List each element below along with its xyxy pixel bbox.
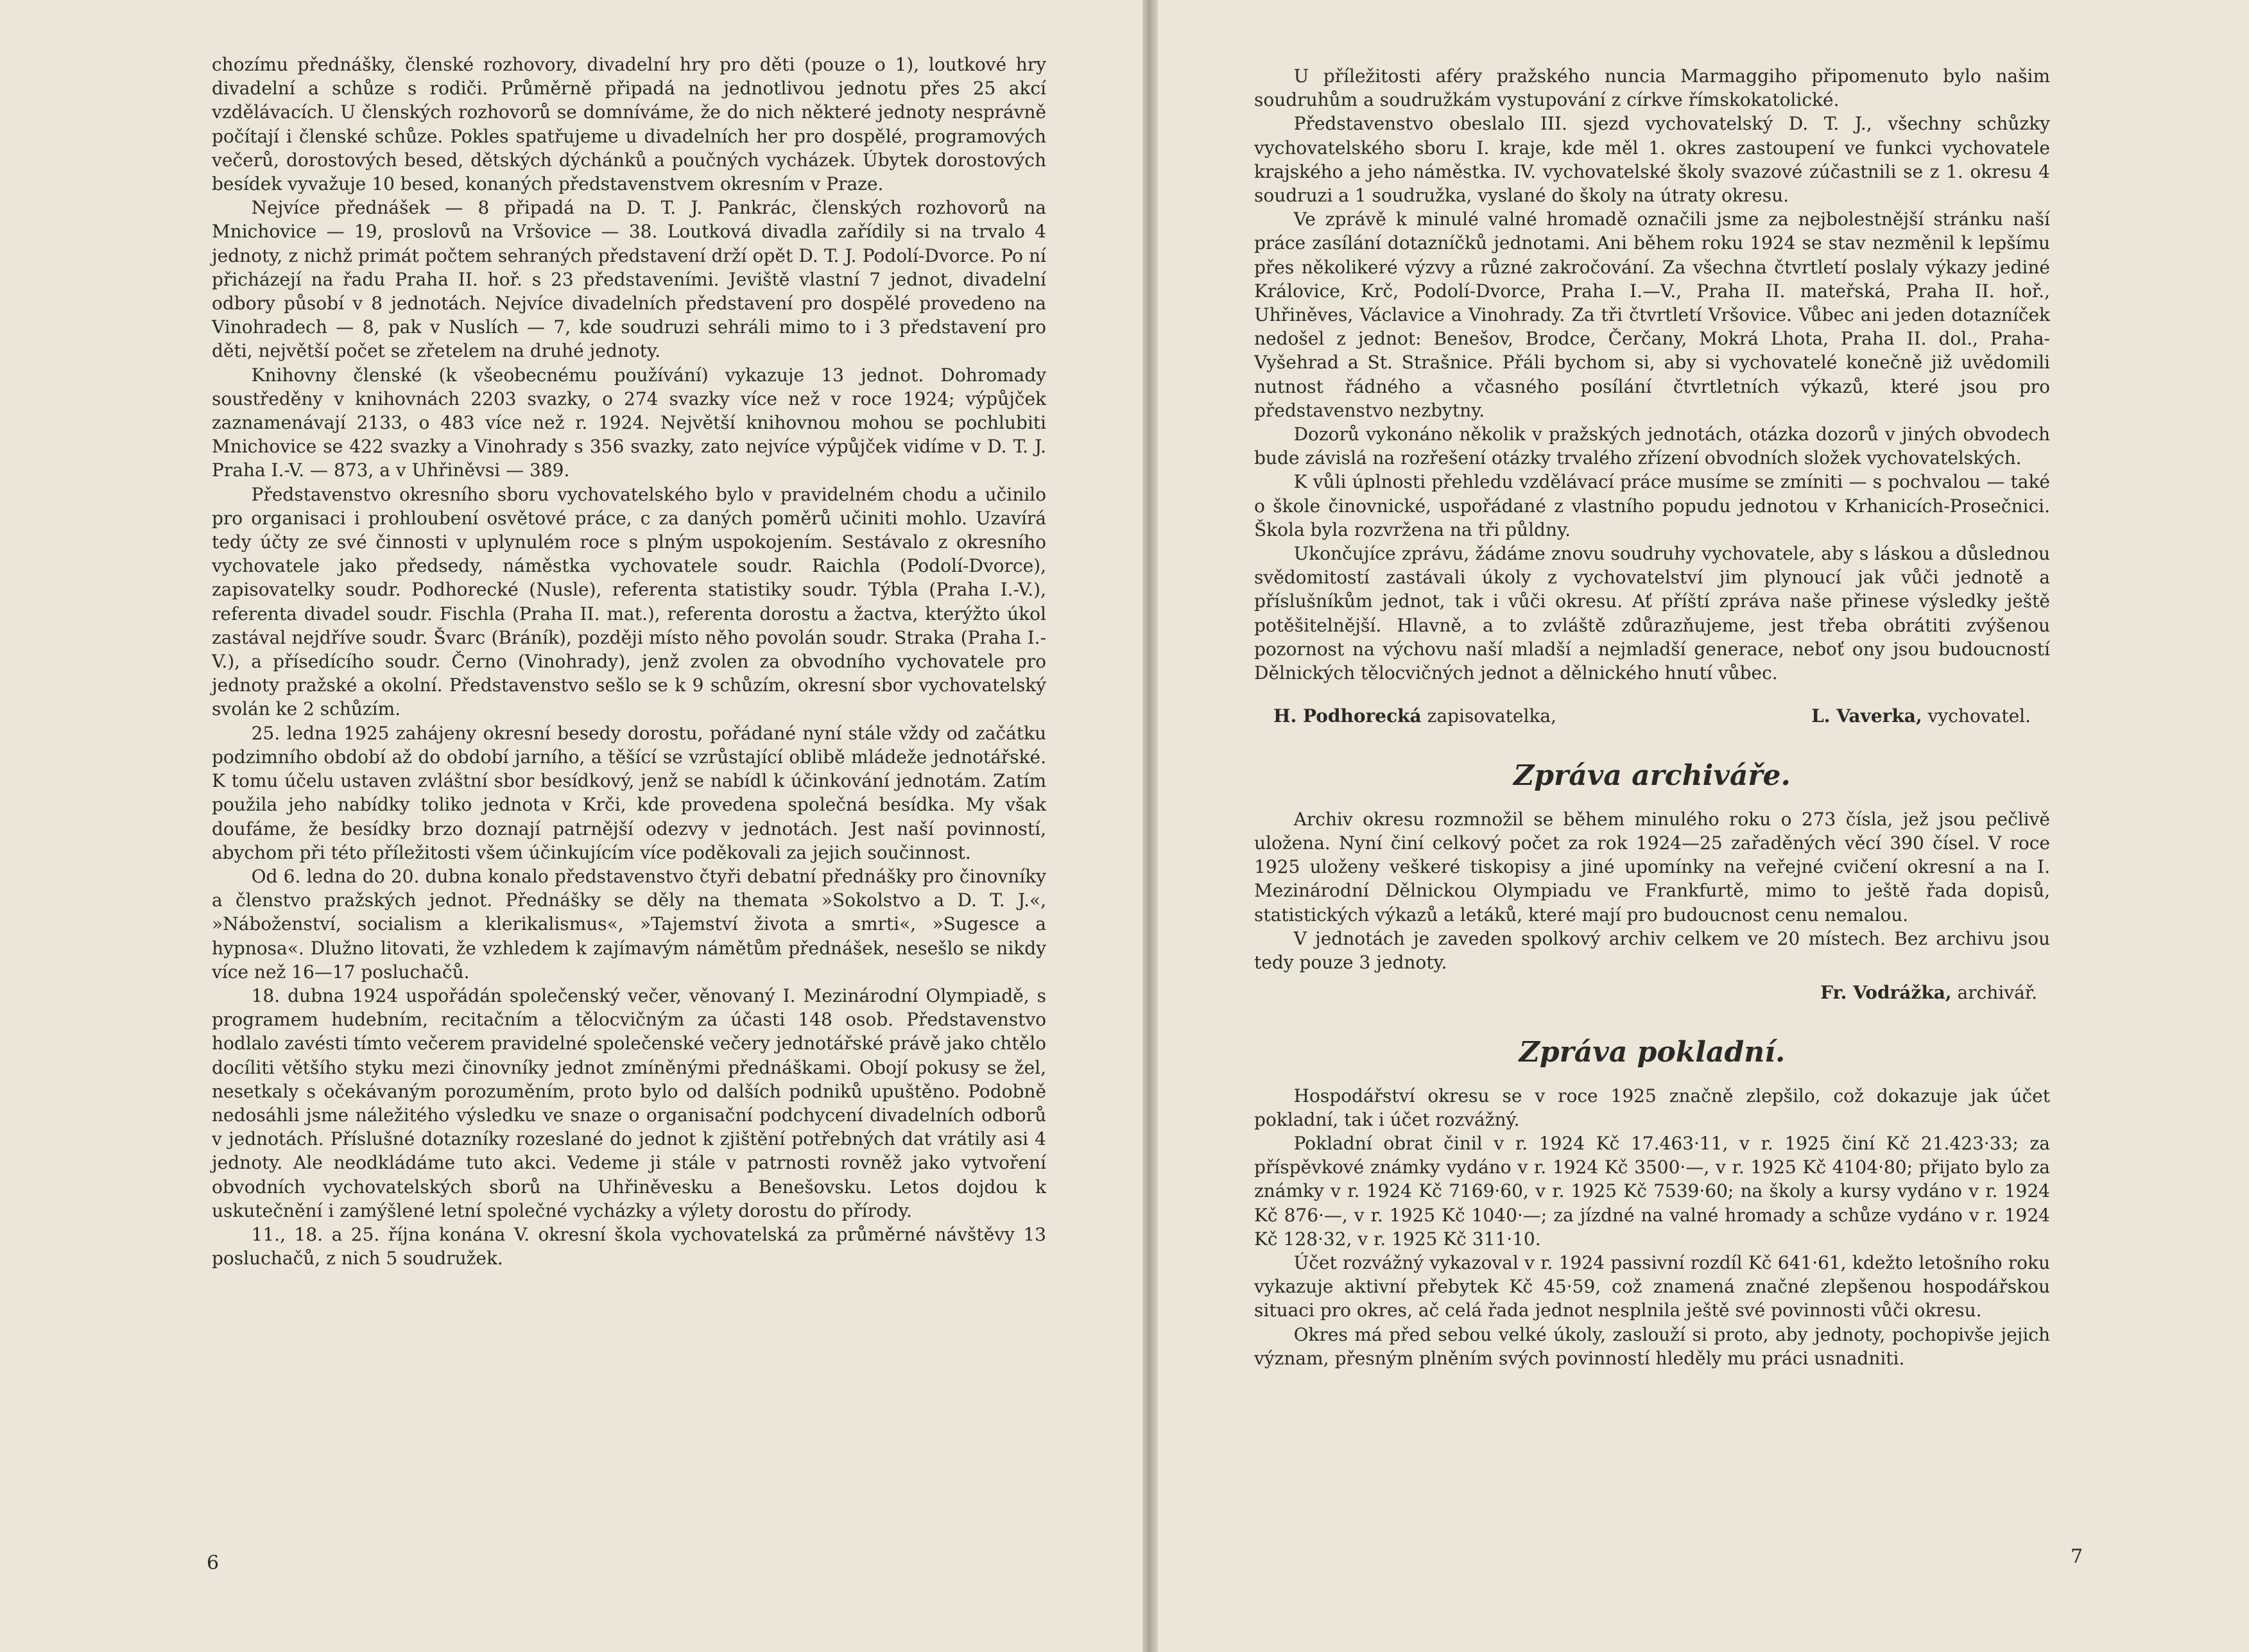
book-gutter <box>1142 0 1158 1652</box>
paragraph: Nejvíce přednášek — 8 připadá na D. T. J. Pankrác, členských rozhovorů na Mnichovice — 19, proslovů na Vršovice — 38. Loutková divadla zařídily si na trvalo 4 jednoty, z nichž primát počtem sehraných představení drží opět D. T. J. Podolí-Dvorce. Po ní přicházejí na řadu Praha II. hoř. s 23 představeními. Jeviště vlastní 7 jednot, divadelní odbory působí v 8 jednotách. Nejvíce divadelních představení pro dospělé provedeno na Vinohradech — 8, pak v Nuslích — 7, kde soudruzi sehráli mimo to i 3 představení pro děti, největší počet se zřetelem na druhé jednoty. <box>212 197 1046 362</box>
signature-name: H. Podhorecká <box>1273 705 1422 727</box>
left-page-text <box>212 53 1046 1270</box>
right-page-text <box>1254 64 2050 1370</box>
section-heading-treasury: Zpráva pokladní. <box>1519 1036 1786 1069</box>
paragraph: Účet rozvážný vykazoval v r. 1924 passivní rozdíl Kč 641·61, kdežto letošního roku vykazuje aktivní přebytek Kč 45·59, což znamená značné zlepšenou hospodářskou situaci pro okres, ač celá řada jednot nesplnila ještě své povinnosti vůči okresu. <box>1254 1252 2050 1321</box>
paragraph: Okres má před sebou velké úkoly, zaslouží si proto, aby jednoty, pochopivše jejich význam, přesným plněním svých povinností hleděly mu práci usnadniti. <box>1254 1323 2050 1369</box>
paragraph: Pokladní obrat činil v r. 1924 Kč 17.463·11, v r. 1925 činí Kč 21.423·33; za příspěvkové známky vydáno v r. 1924 Kč 3500·—, v r. 1925 Kč 4104·80; přijato bylo za známky v r. 1924 Kč 7169·60, v r. 1925 Kč 7539·60; na školy a kursy vydáno v r. 1924 Kč 876·—, v r. 1925 Kč 1040·—; za jízdné na valné hromady a schůze vydáno v r. 1924 Kč 128·32, v r. 1925 Kč 311·10. <box>1254 1132 2050 1250</box>
paragraph: U příležitosti aféry pražského nuncia Marmaggiho připomenuto bylo našim soudruhům a soudružkám vystupování z církve římskokatolické. <box>1254 65 2050 111</box>
paragraph: Ve zprávě k minulé valné hromadě označili jsme za nejbolestnější stránku naší práce zasílání dotazníčků jednotami. Ani během roku 1924 se stav nezměnil k lepšímu přes několikeré výzvy a různé zakročování. Za všechna čtvrtletí poslaly výkazy jediné Královice, Krč, Podolí-Dvorce, Praha I.—V., Praha II. mateřská, Praha II. hoř., Uhřiněves, Václavice a Vinohrady. Za tři čtvrtletí Vršovice. Vůbec ani jeden dotazníček nedošel z jednot: Benešov, Brodce, Čerčany, Mokrá Lhota, Praha II. dol., Praha-Vyšehrad a St. Strašnice. Přáli bychom si, aby si vychovatelé konečně již uvědomili nutnost řádného a včasného posílání čtvrtletních výkazů, které jsou pro představenstvo nezbytny. <box>1254 209 2050 421</box>
page-number: 7 <box>2071 1545 2083 1568</box>
signature-name: L. Vaverka, <box>1811 705 1922 727</box>
signature-archivist <box>1254 981 2050 1004</box>
paragraph: Dozorů vykonáno několik v pražských jednotách, otázka dozorů v jiných obvodech bude závislá na rozřešení otázky trvalého zřízení obvodních složek vychovatelských. <box>1254 424 2050 469</box>
paragraph: Představenstvo obeslalo III. sjezd vychovatelský D. T. J., všechny schůzky vychovatelského sboru I. kraje, kde měl 1. okres zastoupení ve funkci vychovatele krajského a jeho náměstka. IV. vychovatelské školy svazové zúčastnili se z 1. okresu 4 soudruzi a 1 soudružka, vyslané do školy na útraty okresu. <box>1254 113 2050 207</box>
signature-role: vychovatel. <box>1927 705 2031 727</box>
paragraph: Představenstvo okresního sboru vychovatelského bylo v pravidelném chodu a učinilo pro organisaci i prohloubení osvětové práce, c za daných poměrů učiniti mohlo. Uzavírá tedy účty ze své činnosti v uplynulém roce s plným uspokojením. Sestávalo z okresního vychovatele jako předsedy, náměstka vychovatele soudr. Raichla (Podolí-Dvorce), zapisovatelky soudr. Podhorecké (Nusle), referenta statistiky soudr. Týbla (Praha I.-V.), referenta divadel soudr. Fischla (Praha II. mat.), referenta dorostu a žactva, kterýžto úkol zastával nejdříve soudr. Švarc (Bráník), později místo něho povolán soudr. Straka (Praha I.-V.), a přísedícího soudr. Černo (Vinohrady), jenž zvolen za obvodního vychovatele pro jednoty pražské a okolní. Představenstvo sešlo se k 9 schůzím, okresní sbor vychovatelský svolán ke 2 schůzím. <box>212 483 1046 720</box>
signature-educator <box>1811 704 2031 728</box>
paragraph: Knihovny členské (k všeobecnému používání) vykazuje 13 jednot. Dohromady soustředěny v knihovnách 2203 svazky, o 274 svazky více než v roce 1924; výpůjček zaznamenávají 2133, o 483 více než r. 1924. Největší knihovnou mohou se pochlubiti Mnichovice se 422 svazky a Vinohrady s 356 svazky, zato nejvíce výpůjček vidíme v D. T. J. Praha I.-V. — 873, a v Uhřiněvsi — 389. <box>212 364 1046 481</box>
page-number: 6 <box>207 1552 220 1574</box>
signature-secretary <box>1273 704 1556 728</box>
paragraph: K vůli úplnosti přehledu vzdělávací práce musíme se zmíniti — s pochvalou — také o škole činovnické, uspořádané z vlastního popudu jednotou v Krhanicích-Prosečnici. Škola byla rozvržena na tři půldny. <box>1254 471 2050 540</box>
paragraph: Ukončujíce zprávu, žádáme znovu soudruhy vychovatele, aby s láskou a důslednou svědomitostí zastávali úkoly z vychovatelství jim plynoucí jak vůči jednotě a příslušníkům jednot, tak i vůči okresu. Ať příští zpráva naše přinese výsledky ještě potěšitelnější. Hlavně, a to zvláště zdůrazňujeme, jest třeba obrátiti zvýšenou pozornost na výchovu naší mladší a nejmladší generace, neboť ony jsou budoucností Dělnických tělocvičných jednot a dělnického hnutí vůbec. <box>1254 543 2050 684</box>
paragraph: 25. ledna 1925 zahájeny okresní besedy dorostu, pořádané nyní stále vždy od začátku podzimního období až do období jarního, a těšící se vzrůstající oblibě mládeže jednotářské. K tomu účelu ustaven zvláštní sbor besídkový, jenž se nabídl k účinkování jednotám. Zatím použila jeho nabídky toliko jednota v Krči, kde provedena společná besídka. My však doufáme, že besídky brzo doznají patrnější odezvy v jednotách. Jest naší povinností, abychom při této příležitosti všem účinkujícím více poděkovali za jejich součinnost. <box>212 722 1046 863</box>
right-page <box>1158 0 2249 1652</box>
signature-row <box>1254 704 2050 728</box>
paragraph: Hospodářství okresu se v roce 1925 značně zlepšilo, což dokazuje jak účet pokladní, tak i účet rozvážný. <box>1254 1085 2050 1130</box>
paragraph: 18. dubna 1924 uspořádán společenský večer, věnovaný I. Mezinárodní Olympiadě, s programem hudebním, recitačním a tělocvičným za účasti 148 osob. Představenstvo hodlalo zavésti tímto večerem pravidelné společenské večery jednotářské právě jako chtělo docíliti většího styku mezi činovníky jednot zmíněnými přednáškami. Obojí pokusy se žel, nesetkaly s očekávaným porozuměním, proto bylo od dalších podniků upuštěno. Podobně nedosáhli jsme náležitého výsledku ve snaze o organisační podchycení divadelních odborů v jednotách. Příslušné dotazníky rozeslané do jednot k zjištění potřebných dat vrátily asi 4 jednoty. Ale neodkládáme tuto akci. Vedeme ji stále v patrnosti rovněž jako vytvoření obvodních vychovatelských sborů na Uhřiněvesku a Benešovsku. Letos dojdou k uskutečnění i zamýšlené letní společné vycházky a výlety dorostu do přírody. <box>212 985 1046 1221</box>
signature-name: Fr. Vodrážka, <box>1820 982 1952 1004</box>
paragraph: V jednotách je zaveden spolkový archiv celkem ve 20 místech. Bez archivu jsou tedy pouze 3 jednoty. <box>1254 927 2050 973</box>
paragraph: chozímu přednášky, členské rozhovory, divadelní hry pro děti (pouze o 1), loutkové hry divadelní a schůze s rodiči. Průměrně připadá na jednotlivou jednotu přes 25 akcí vzdělávacích. U členských rozhovorů se domníváme, že do nich některé jednoty nesprávně počítají i členské schůze. Pokles spatřujeme u divadelních her pro dospělé, programových večerů, dorostových besed, dětských dýchánků a poučných vycházek. Úbytek dorostových besídek vyvažuje 10 besed, konaných představenstvem okresním v Praze. <box>212 54 1046 195</box>
signature-role: zapisovatelka, <box>1427 705 1557 727</box>
paragraph: Archiv okresu rozmnožil se během minulého roku o 273 čísla, jež jsou pečlivě uložena. Nyní činí celkový počet za rok 1924—25 zařaděných věcí 390 čísel. V roce 1925 uloženy veškeré tiskopisy a jiné upomínky na veřejné cvičení okresní a na I. Mezinárodní Dělnickou Olympiadu ve Frankfurtě, mimo to ještě řada dopisů, statistických výkazů a letáků, které mají pro budoucnost cenu nemalou. <box>1254 808 2050 925</box>
paragraph: Od 6. ledna do 20. dubna konalo představenstvo čtyři debatní přednášky pro činovníky a členstvo pražských jednot. Přednášky se děly na themata »Sokolstvo a D. T. J.«, »Náboženství, socialism a klerikalismus«, »Tajemství života a smrti«, »Sugesce a hypnosa«. Dlužno litovati, že vzhledem k zajímavým námětům přednášek, nesešlo se nikdy více než 16—17 posluchačů. <box>212 865 1046 983</box>
paragraph: 11., 18. a 25. října konána V. okresní škola vychovatelská za průměrné návštěvy 13 posluchačů, z nich 5 soudružek. <box>212 1223 1046 1269</box>
section-heading-archive: Zpráva archiváře. <box>1513 759 1791 793</box>
signature-role: archivář. <box>1957 982 2037 1004</box>
